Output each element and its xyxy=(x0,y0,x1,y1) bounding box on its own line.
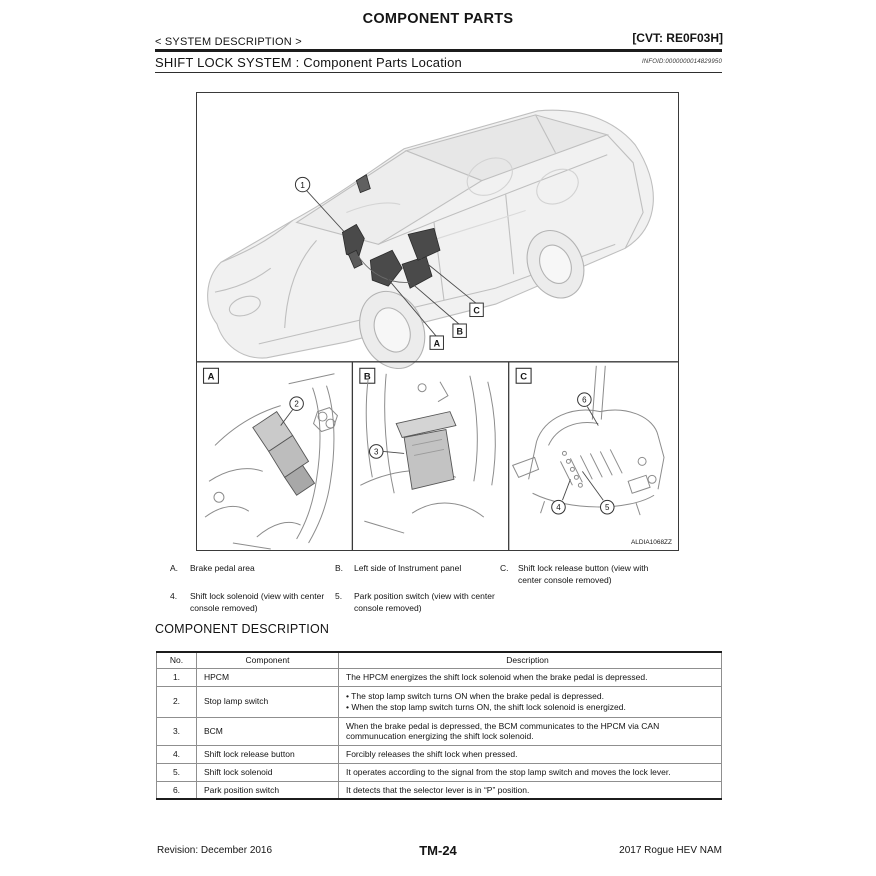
table-row xyxy=(157,686,722,717)
infoid-label: INFOID:0000000014829950 xyxy=(642,59,722,65)
variant-tag: [CVT: RE0F03H] xyxy=(632,31,723,45)
svg-text:A: A xyxy=(433,338,441,349)
table-row xyxy=(157,763,722,781)
legend-text-5: Park position switch (view with center console removed) xyxy=(354,591,495,613)
section-title: SHIFT LOCK SYSTEM : Component Parts Location xyxy=(155,55,462,70)
svg-text:A: A xyxy=(207,371,215,383)
svg-text:1: 1 xyxy=(300,179,305,190)
svg-text:B: B xyxy=(363,371,371,383)
header-description: Description xyxy=(339,652,722,668)
row-description: • The stop lamp switch turns ON when the brake pedal is depressed. • When the stop lamp switch turns ON, the shift lock solenoid is energized. xyxy=(339,686,722,717)
shifter-assembly-art xyxy=(513,366,664,515)
svg-text:C: C xyxy=(473,305,480,316)
legend-key-b: B. xyxy=(335,563,344,573)
table-header-row xyxy=(157,652,722,668)
panel-c xyxy=(513,366,664,515)
row-component: BCM xyxy=(197,717,339,745)
svg-text:3: 3 xyxy=(374,447,379,457)
row-component: HPCM xyxy=(197,668,339,686)
stop-lamp-switch-art xyxy=(253,412,315,496)
component-description-table xyxy=(156,651,722,800)
page-number: TM-24 xyxy=(419,843,457,858)
row-component: Stop lamp switch xyxy=(197,686,339,717)
svg-text:6: 6 xyxy=(582,395,587,405)
row-no: 1. xyxy=(157,668,197,686)
callout-2 xyxy=(281,397,304,426)
component-description-title: COMPONENT DESCRIPTION xyxy=(155,622,330,636)
header-rule xyxy=(155,49,722,52)
row-description: The HPCM energizes the shift lock solenoid when the brake pedal is depressed. xyxy=(339,668,722,686)
row-no: 3. xyxy=(157,717,197,745)
component-location-figure xyxy=(196,92,679,551)
row-no: 2. xyxy=(157,686,197,717)
catalog-label: 2017 Rogue HEV NAM xyxy=(619,845,722,856)
row-component: Park position switch xyxy=(197,781,339,799)
legend-key-c: C. xyxy=(500,563,509,573)
svg-text:C: C xyxy=(520,371,528,383)
table-row xyxy=(157,668,722,686)
legend-key-4: 4. xyxy=(170,591,178,601)
figure-svg xyxy=(197,93,678,550)
bcm-art xyxy=(396,412,456,490)
brake-pedal-art xyxy=(205,371,337,549)
row-description: When the brake pedal is depressed, the BCM communicates to the HPCM via CAN communucation energizing the shift lock solenoid. xyxy=(339,717,722,745)
figure-code: ALDIA1068ZZ xyxy=(630,539,672,547)
legend-key-5: 5. xyxy=(335,591,343,601)
header-component: Component xyxy=(197,652,339,668)
row-no: 5. xyxy=(157,763,197,781)
header-no: No. xyxy=(157,652,197,668)
callout-5 xyxy=(582,471,614,514)
svg-text:5: 5 xyxy=(605,503,610,513)
table-row xyxy=(157,781,722,799)
row-description: Forcibly releases the shift lock when pressed. xyxy=(339,745,722,763)
row-description: It detects that the selector lever is in “P” position. xyxy=(339,781,722,799)
svg-text:B: B xyxy=(456,326,463,337)
panel-a xyxy=(204,368,338,549)
table-row xyxy=(157,745,722,763)
legend-text-a: Brake pedal area xyxy=(190,563,255,573)
legend-key-a: A. xyxy=(170,563,179,573)
breadcrumb: < SYSTEM DESCRIPTION > xyxy=(155,36,302,48)
svg-text:2: 2 xyxy=(294,399,299,409)
svg-text:4: 4 xyxy=(556,503,561,513)
row-no: 4. xyxy=(157,745,197,763)
row-component: Shift lock release button xyxy=(197,745,339,763)
legend-text-b: Left side of Instrument panel xyxy=(354,563,462,573)
callout-4 xyxy=(552,479,571,514)
legend-text-4: Shift lock solenoid (view with center console removed) xyxy=(190,591,325,613)
legend-text-c: Shift lock release button (view with center console removed) xyxy=(518,563,649,585)
page-title: COMPONENT PARTS xyxy=(362,11,514,27)
row-no: 6. xyxy=(157,781,197,799)
table-row xyxy=(157,717,722,745)
callout-6 xyxy=(578,393,599,426)
row-component: Shift lock solenoid xyxy=(197,763,339,781)
section-rule xyxy=(155,72,722,73)
revision-label: Revision: December 2016 xyxy=(157,845,273,856)
panel-b xyxy=(360,368,495,533)
row-description: It operates according to the signal from the stop lamp switch and moves the lock lever. xyxy=(339,763,722,781)
